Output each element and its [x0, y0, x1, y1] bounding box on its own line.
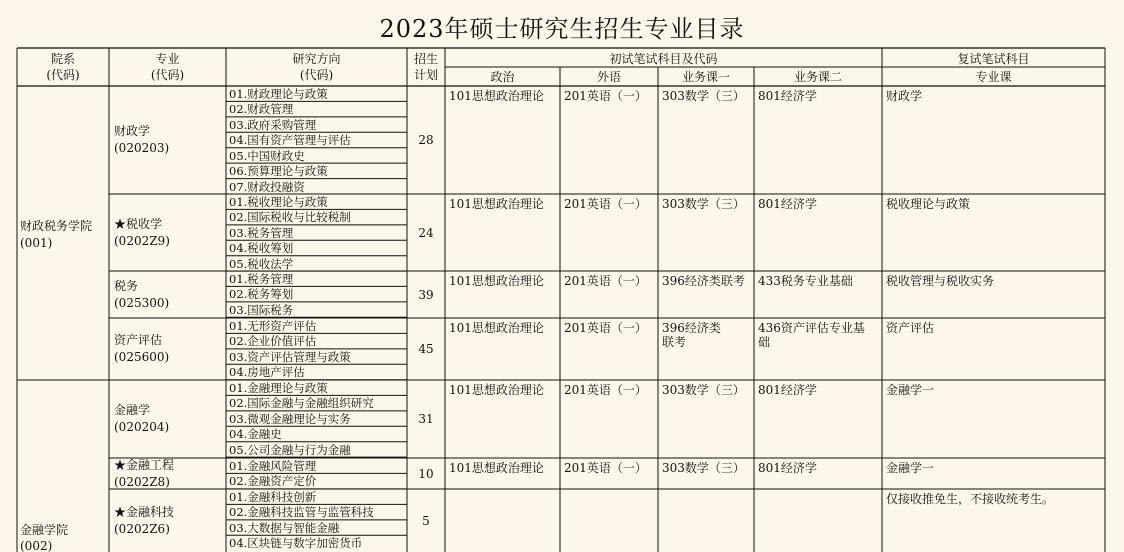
- exam-course2: 801经济学: [758, 89, 817, 103]
- college-name: 财政税务学院: [20, 219, 93, 233]
- quota-value: 5: [422, 513, 430, 528]
- exam-course2: 436资产评估专业基础: [758, 321, 865, 349]
- exam-course1: 303数学（三）: [662, 89, 745, 103]
- direction-item: 02.财政管理: [229, 102, 294, 117]
- exam-politics: 101思想政治理论: [449, 321, 544, 335]
- direction-item: 02.金融科技监管与监管科技: [229, 505, 374, 520]
- direction-item: 02.金融资产定价: [229, 474, 317, 489]
- direction-item: 04.金融史: [229, 427, 282, 442]
- direction-item: 01.税收理论与政策: [229, 195, 328, 209]
- direction-item: 03.政府采购管理: [229, 117, 317, 132]
- page-title: 2023年硕士研究生招生专业目录: [379, 15, 745, 43]
- exam-politics: 101思想政治理论: [449, 89, 544, 103]
- exam-course1: 303数学（三）: [662, 461, 745, 475]
- exam-foreign: [561, 492, 657, 522]
- major-name: ★税收学: [114, 216, 163, 231]
- exam-course1: 303数学（三）: [662, 197, 745, 211]
- header-major-code: (代码): [150, 68, 185, 82]
- header-quota-2: 计划: [413, 68, 438, 82]
- direction-item: 02.税务筹划: [229, 287, 294, 302]
- exam-course1: 303数学（三）: [662, 383, 745, 397]
- exam-politics: 101思想政治理论: [449, 197, 544, 211]
- direction-item: 02.国际金融与金融组织研究: [229, 396, 374, 411]
- major-code: (025300): [114, 295, 170, 310]
- exam-foreign: 201英语（一）: [564, 89, 647, 103]
- direction-item: 03.税务管理: [229, 225, 294, 240]
- exam-course2: 801经济学: [758, 197, 817, 211]
- header-foreign: 外语: [596, 70, 621, 84]
- header-direction: 研究方向: [292, 52, 341, 66]
- direction-item: 05.公司金融与行为金融: [229, 442, 351, 457]
- exam-course2: [755, 492, 881, 526]
- college-name: 金融学院: [20, 523, 69, 537]
- direction-item: 03.大数据与智能金融: [229, 520, 340, 535]
- direction-item: 04.房地产评估: [229, 365, 305, 380]
- direction-item: 05.税收法学: [229, 256, 294, 271]
- quota-value: 24: [418, 225, 434, 240]
- quota-value: 28: [418, 133, 434, 147]
- header-college-code: (代码): [46, 68, 80, 82]
- retest-course: 仅接收推免生，不接收统考生。: [886, 492, 1055, 506]
- direction-item: 03.微观金融理论与实务: [229, 411, 351, 426]
- direction-item: 04.税收筹划: [229, 241, 294, 256]
- retest-course: 金融学一: [886, 461, 935, 475]
- direction-item: 01.金融风险管理: [229, 459, 317, 473]
- retest-course: 财政学: [886, 89, 923, 103]
- exam-foreign: 201英语（一）: [564, 383, 647, 397]
- retest-course: 金融学一: [886, 383, 935, 397]
- exam-course1: 396经济类联考: [662, 274, 745, 288]
- major-code: (020203): [114, 141, 170, 155]
- exam-course1: [659, 492, 753, 526]
- exam-foreign: 201英语（一）: [564, 197, 647, 211]
- direction-item: 04.区块链与数字加密货币: [229, 536, 363, 551]
- exam-foreign: 201英语（一）: [564, 274, 647, 288]
- direction-item: 03.资产评估管理与政策: [229, 349, 351, 364]
- exam-course2: 801经济学: [758, 383, 817, 397]
- retest-course: 税收管理与税收实务: [886, 274, 995, 288]
- major-code: (0202Z9): [114, 233, 170, 248]
- header-exam-group: 初试笔试科目及代码: [609, 52, 718, 66]
- direction-item: 02.企业价值评估: [229, 334, 317, 349]
- major-code: (0202Z6): [114, 521, 170, 536]
- exam-course1: 396经济类联考: [662, 321, 721, 349]
- exam-course2: 801经济学: [758, 461, 817, 475]
- header-course2: 业务课二: [793, 70, 842, 84]
- exam-politics: 101思想政治理论: [449, 383, 544, 397]
- header-retest-group: 复试笔试科目: [957, 52, 1030, 66]
- direction-item: 03.国际税务: [229, 302, 294, 317]
- direction-item: 02.国际税收与比较税制: [229, 210, 351, 225]
- direction-item: 07.财政投融资: [229, 179, 305, 194]
- major-code: (0202Z8): [114, 474, 170, 489]
- exam-course2: 433税务专业基础: [758, 274, 853, 288]
- direction-item: 01.税务管理: [229, 272, 294, 286]
- header-retest-course: 专业课: [975, 70, 1012, 84]
- exam-foreign: 201英语（一）: [564, 321, 647, 335]
- header-course1: 业务课一: [681, 70, 730, 84]
- major-name: ★金融工程: [114, 457, 175, 472]
- quota-value: 10: [418, 466, 434, 481]
- direction-item: 06.预算理论与政策: [229, 164, 328, 179]
- major-name: 财政学: [114, 124, 151, 138]
- college-code: (002): [20, 539, 53, 552]
- major-name: 税务: [114, 278, 139, 293]
- header-college: 院系: [50, 52, 75, 66]
- major-name: ★金融科技: [114, 504, 175, 519]
- major-name: 资产评估: [114, 333, 163, 347]
- quota-value: 45: [418, 342, 434, 356]
- direction-item: 01.金融理论与政策: [229, 381, 328, 395]
- header-major: 专业: [155, 52, 180, 66]
- header-politics: 政治: [490, 70, 515, 84]
- major-name: 金融学: [114, 403, 151, 417]
- exam-foreign: 201英语（一）: [564, 461, 647, 475]
- major-code: (020204): [114, 420, 170, 434]
- exam-politics: 101思想政治理论: [449, 274, 544, 288]
- retest-course: 资产评估: [886, 321, 935, 335]
- quota-value: 31: [418, 412, 434, 426]
- header-quota-1: 招生: [413, 52, 438, 66]
- major-code: (025600): [114, 350, 170, 364]
- direction-item: 01.金融科技创新: [229, 490, 317, 504]
- direction-item: 04.国有资产管理与评估: [229, 133, 351, 148]
- direction-item: 01.无形资产评估: [229, 319, 317, 333]
- exam-politics: [446, 492, 559, 522]
- exam-politics: 101思想政治理论: [449, 461, 544, 475]
- direction-item: 01.财政理论与政策: [229, 87, 328, 101]
- college-code: (001): [20, 236, 53, 250]
- header-direction-code: (代码): [299, 68, 334, 82]
- direction-item: 05.中国财政史: [229, 148, 305, 163]
- quota-value: 39: [418, 287, 434, 302]
- retest-course: 税收理论与政策: [886, 197, 971, 211]
